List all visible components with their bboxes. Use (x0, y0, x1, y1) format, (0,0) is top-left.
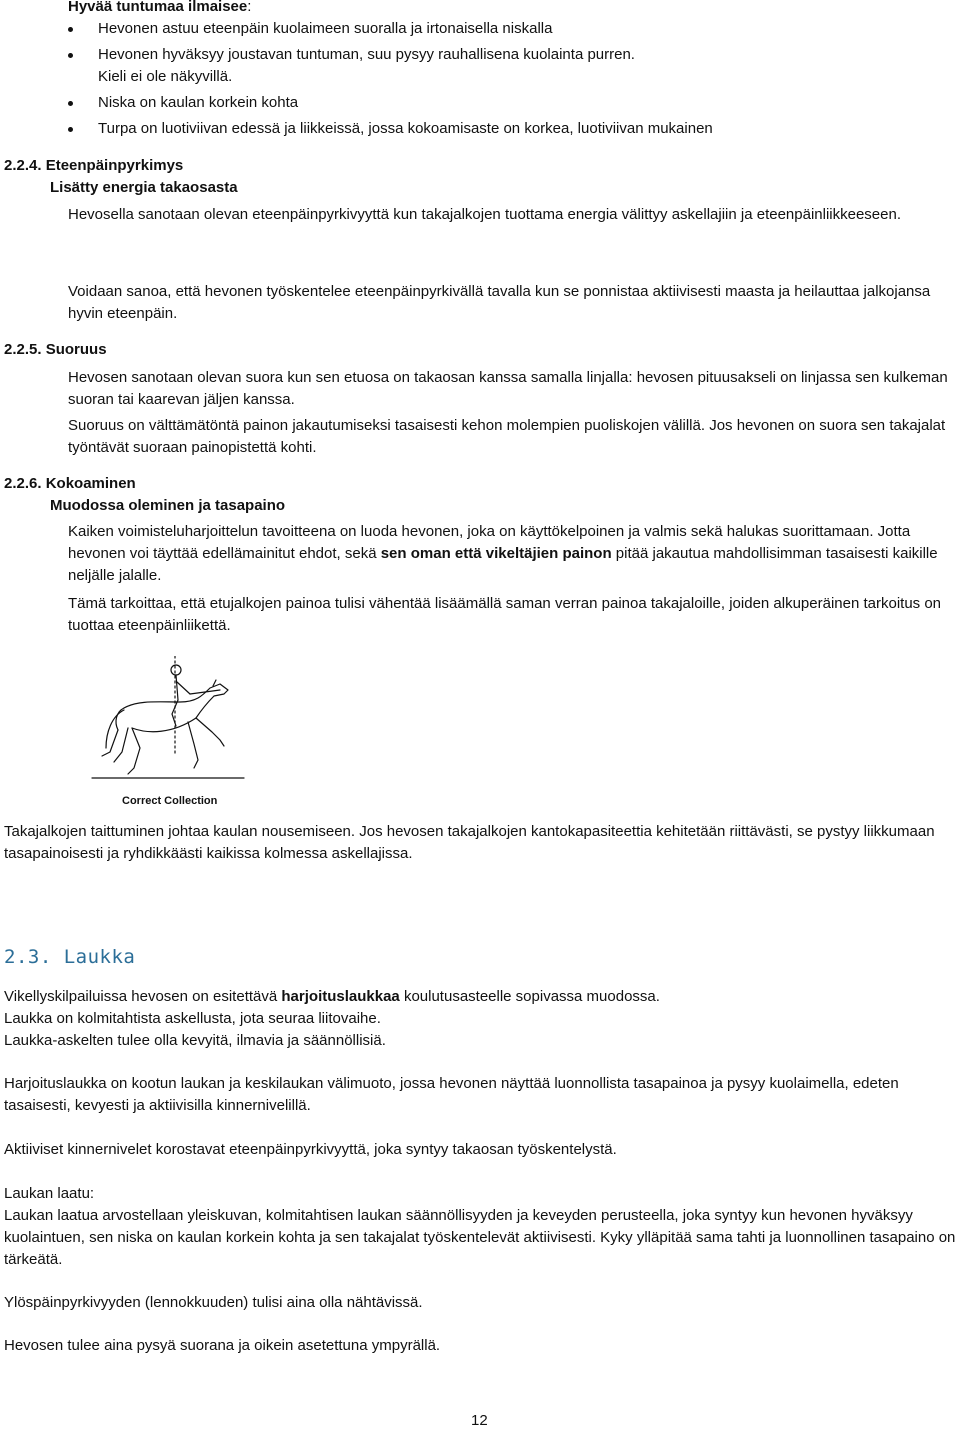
section-225-paragraph-1: Hevosen sanotaan olevan suora kun sen etuosa on takaosan kanssa samalla linjalla: hevosen pituusakseli on linjassa sen kulkeman suoran tai kaarevan jäljen kanssa. (68, 369, 948, 408)
section-224-paragraph-1: Hevosella sanotaan olevan eteenpäinpyrkivyyttä kun takajalkojen tuottama energia välittyy askellajiin ja eteenpäinliikkeeseen. (68, 206, 902, 223)
section-23-paragraph-5: Ylöspäinpyrkivyyden (lennokkuuden) tulisi aina olla nähtävissä. (4, 1294, 423, 1311)
section-23-paragraph-6: Hevosen tulee aina pysyä suorana ja oikein asetettuna ympyrällä. (4, 1337, 441, 1354)
section-23-paragraph-1 (4, 986, 956, 1052)
section-226-paragraph-2: Tämä tarkoittaa, että etujalkojen painoa tulisi vähentää lisäämällä saman verran painoa takajaloille, joiden alkuperäinen tarkoitus on tuottaa eteenpäinliikettä. (68, 595, 942, 634)
section-225-heading (4, 339, 107, 361)
good-feel-heading-text: Hyvää tuntumaa ilmaisee (68, 0, 248, 15)
section-number: 2.2.4. (4, 157, 42, 174)
paragraph-text: Kaiken voimisteluharjoittelun tavoitteena on luoda hevonen, joka on käyttökelpoinen ja valmis sekä halukas suorittamaan. Jotta hevonen voi täyttää edellämainitut ehdot, sekä (68, 523, 911, 562)
good-feel-heading (68, 0, 251, 18)
figure-caption: Correct Collection (122, 795, 218, 807)
section-224-paragraph-2: Voidaan sanoa, että hevonen työskentelee eteenpäinpyrkivällä tavalla kun se ponnistaa aktiivisesti maasta ja heilauttaa jalkojansa hyvin eteenpäin. (68, 283, 931, 322)
section-224-subtitle: Lisätty energia takaosasta (50, 179, 238, 196)
section-226-paragraph-3: Takajalkojen taittuminen johtaa kaulan nousemiseen. Jos hevosen takajalkojen kantokapasiteettia kehitetään riittävästi, se pystyy liikkumaan tasapainoisesti ja ryhdikkäästi kaikissa kolmessa askellajissa. (4, 823, 935, 862)
paragraph-line (4, 986, 956, 1008)
section-number: 2.2.5. (4, 341, 42, 358)
section-23-paragraph-4: Laukan laatua arvostellaan yleiskuvan, kolmitahtisen laukan säännöllisyyden ja keveyden perusteella, joka syntyy kun hevonen hyväksyy kuolaintuen, sen niska on kaulan korkein kohta ja sen takajalat työskentelevät aktiivisesti. Kyky ylläpitää sama tahti ja luonnollinen tasapaino on tärkeätä. (4, 1207, 956, 1268)
list-item-text: Hevonen astuu eteenpäin kuolaimeen suoralla ja irtonaisella niskalla (98, 20, 553, 37)
list-item-text: Hevonen hyväksyy joustavan tuntuman, suu pysyy rauhallisena kuolainta purren. Kieli ei ole näkyvillä. (98, 46, 635, 85)
paragraph-text: Vikellyskilpailuissa hevosen on esitettävä (4, 988, 282, 1005)
section-23-heading: 2.3. Laukka (4, 946, 136, 968)
list-item (68, 44, 638, 88)
section-23-paragraph-2: Harjoituslaukka on kootun laukan ja keskilaukan välimuoto, jossa hevonen näyttää luonnollista tasapainoa ja pysyy kuolaimella, edeten tasaisesti, kevyesti ja aktiivisilla kinnernivelillä. (4, 1075, 899, 1114)
list-item (68, 118, 948, 140)
horse-rider-sketch (88, 656, 248, 796)
bullet-icon (68, 27, 73, 32)
section-title: Kokoaminen (45, 475, 136, 492)
paragraph-line: Laukka-askelten tulee olla kevyitä, ilmavia ja säännöllisiä. (4, 1032, 386, 1049)
section-226-heading (4, 473, 136, 495)
list-item-text: Niska on kaulan korkein kohta (98, 94, 299, 111)
bullet-icon (68, 127, 73, 132)
section-226-paragraph-1 (68, 521, 953, 587)
section-225-paragraph-2: Suoruus on välttämätöntä painon jakautumiseksi tasaisesti kehon molempien puoliskojen välillä. Jos hevonen on suora sen takajalat työntävät suoraan painopistettä kohti. (68, 417, 946, 456)
list-item (68, 18, 948, 40)
paragraph-bold-text: harjoituslaukkaa (281, 988, 400, 1005)
paragraph-bold-text: sen oman että vikeltäjien painon (380, 545, 612, 562)
good-feel-list (68, 18, 948, 144)
page-number: 12 (471, 1412, 488, 1429)
section-title: Eteenpäinpyrkimys (45, 157, 184, 174)
good-feel-heading-colon: : (247, 0, 252, 15)
bullet-icon (68, 101, 73, 106)
section-title: Suoruus (45, 341, 107, 358)
paragraph-text: koulutusasteelle sopivassa muodossa. (399, 988, 660, 1005)
list-item-text: Turpa on luotiviivan edessä ja liikkeissä, jossa kokoamisaste on korkea, luotiviivan mukainen (98, 120, 713, 137)
section-226-subtitle: Muodossa oleminen ja tasapaino (50, 497, 286, 514)
section-224-heading (4, 155, 183, 177)
section-23-paragraph-4-title: Laukan laatu: (4, 1185, 95, 1202)
paragraph-text: pitää jakautua mahdollisimman tasaisesti kaikille neljälle jalalle. (68, 545, 938, 584)
bullet-icon (68, 53, 73, 58)
section-23-paragraph-3: Aktiiviset kinnernivelet korostavat eteenpäinpyrkivyyttä, joka syntyy takaosan työskentelystä. (4, 1141, 617, 1158)
paragraph-line: Laukka on kolmitahtista askellusta, jota seuraa liitovaihe. (4, 1010, 381, 1027)
section-number: 2.2.6. (4, 475, 42, 492)
list-item (68, 92, 948, 114)
collection-figure (88, 656, 248, 816)
